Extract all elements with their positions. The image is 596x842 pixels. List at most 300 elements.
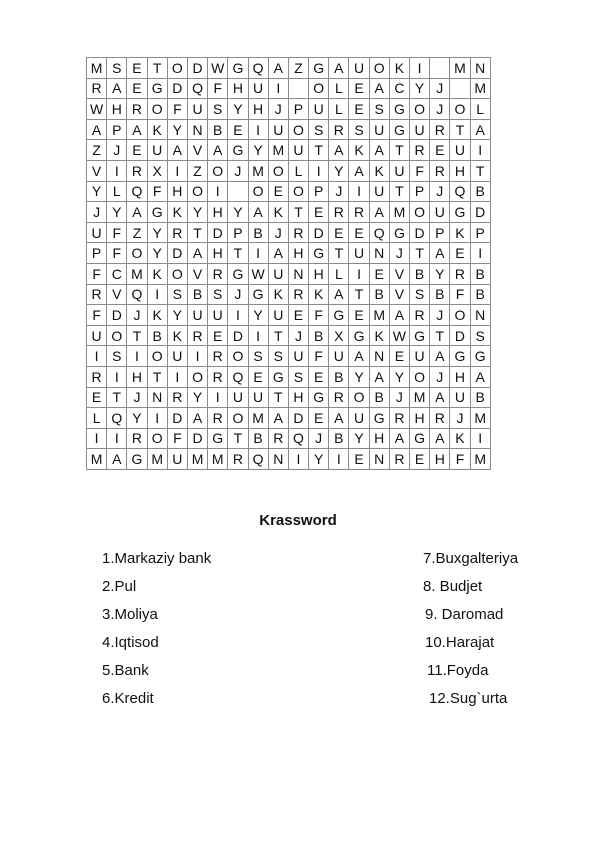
grid-cell: T	[410, 243, 430, 264]
grid-cell: V	[389, 284, 409, 305]
grid-cell: A	[329, 140, 349, 161]
grid-cell: N	[268, 449, 288, 470]
word-text: Kredit	[114, 690, 154, 707]
grid-cell: K	[147, 119, 167, 140]
grid-cell: B	[208, 119, 228, 140]
grid-cell: P	[309, 181, 329, 202]
grid-cell: G	[248, 284, 268, 305]
grid-cell: A	[470, 366, 490, 387]
grid-cell: P	[228, 222, 248, 243]
word-text: Bank	[114, 662, 149, 679]
grid-cell: L	[87, 408, 107, 429]
grid-cell: G	[450, 346, 470, 367]
grid-cell: A	[187, 408, 207, 429]
grid-cell: T	[187, 222, 207, 243]
grid-cell: I	[248, 119, 268, 140]
word-text: Pul	[114, 578, 137, 595]
grid-cell: D	[309, 222, 329, 243]
grid-cell: M	[470, 449, 490, 470]
grid-cell: Q	[248, 58, 268, 79]
grid-row	[87, 78, 491, 99]
word-text: Moliya	[114, 606, 158, 623]
word-number: 4.	[102, 634, 115, 651]
grid-cell: D	[470, 202, 490, 223]
grid-cell: N	[147, 387, 167, 408]
grid-cell: U	[268, 305, 288, 326]
grid-cell: A	[430, 428, 450, 449]
grid-cell: Y	[127, 408, 147, 429]
grid-cell: G	[349, 325, 369, 346]
grid-cell: A	[248, 202, 268, 223]
grid-cell: F	[147, 181, 167, 202]
grid-cell: P	[87, 243, 107, 264]
grid-cell: J	[389, 243, 409, 264]
grid-cell: K	[450, 222, 470, 243]
grid-cell: I	[309, 160, 329, 181]
grid-cell: A	[107, 449, 127, 470]
grid-cell: G	[389, 119, 409, 140]
grid-cell: K	[389, 58, 409, 79]
grid-row	[87, 305, 491, 326]
grid-cell: M	[248, 160, 268, 181]
grid-cell: H	[309, 263, 329, 284]
word-text: Harajat	[445, 634, 495, 651]
grid-cell: E	[127, 140, 147, 161]
grid-cell: B	[430, 284, 450, 305]
grid-cell: A	[369, 366, 389, 387]
grid-cell: T	[470, 160, 490, 181]
grid-cell: W	[208, 58, 228, 79]
grid-cell: G	[329, 305, 349, 326]
grid-row	[87, 263, 491, 284]
grid-cell: Y	[248, 305, 268, 326]
grid-cell: P	[430, 222, 450, 243]
grid-cell: R	[430, 119, 450, 140]
word-number: 9.	[425, 606, 438, 623]
grid-cell: F	[167, 428, 187, 449]
grid-cell: R	[87, 366, 107, 387]
grid-cell: H	[288, 243, 308, 264]
grid-cell: A	[87, 119, 107, 140]
grid-cell: Y	[187, 387, 207, 408]
grid-cell: T	[107, 387, 127, 408]
grid-row	[87, 202, 491, 223]
grid-cell: Y	[87, 181, 107, 202]
grid-cell: G	[268, 366, 288, 387]
grid-row	[87, 119, 491, 140]
grid-cell: F	[450, 284, 470, 305]
grid-cell: R	[187, 325, 207, 346]
grid-cell: I	[107, 428, 127, 449]
grid-cell: A	[127, 202, 147, 223]
grid-cell: W	[248, 263, 268, 284]
grid-cell: K	[309, 284, 329, 305]
grid-cell: R	[268, 428, 288, 449]
grid-cell: T	[329, 243, 349, 264]
word-list-item	[102, 601, 211, 629]
grid-cell: G	[450, 202, 470, 223]
word-list-item	[408, 657, 518, 685]
grid-cell: U	[349, 243, 369, 264]
grid-cell: K	[147, 263, 167, 284]
grid-cell: Y	[147, 222, 167, 243]
grid-cell: J	[127, 305, 147, 326]
grid-cell: Y	[410, 78, 430, 99]
grid-cell: G	[470, 346, 490, 367]
grid-cell: R	[288, 222, 308, 243]
grid-cell: K	[167, 202, 187, 223]
grid-cell: O	[228, 346, 248, 367]
grid-cell	[288, 78, 308, 99]
grid-cell: D	[288, 408, 308, 429]
grid-cell: F	[410, 160, 430, 181]
grid-cell: P	[107, 119, 127, 140]
grid-cell: H	[127, 366, 147, 387]
grid-cell: U	[309, 99, 329, 120]
grid-cell: I	[87, 428, 107, 449]
grid-cell: L	[329, 78, 349, 99]
grid-cell: O	[450, 99, 470, 120]
grid-cell: K	[369, 325, 389, 346]
grid-cell: U	[187, 99, 207, 120]
grid-cell: U	[410, 119, 430, 140]
grid-cell: F	[87, 305, 107, 326]
grid-cell: I	[208, 181, 228, 202]
grid-cell: I	[107, 160, 127, 181]
grid-cell: E	[288, 305, 308, 326]
grid-cell: M	[450, 58, 470, 79]
grid-cell: Y	[329, 160, 349, 181]
grid-cell: G	[410, 325, 430, 346]
grid-cell: E	[268, 181, 288, 202]
grid-cell: P	[470, 222, 490, 243]
word-list-item	[408, 601, 518, 629]
grid-cell: T	[268, 387, 288, 408]
grid-cell: I	[248, 243, 268, 264]
grid-cell: U	[167, 449, 187, 470]
grid-cell: V	[107, 284, 127, 305]
grid-cell: R	[167, 222, 187, 243]
grid-cell: A	[430, 243, 450, 264]
grid-cell: M	[187, 449, 207, 470]
word-list-item	[102, 545, 211, 573]
grid-cell: G	[309, 243, 329, 264]
grid-cell: F	[309, 305, 329, 326]
grid-cell: O	[107, 325, 127, 346]
grid-cell: G	[369, 408, 389, 429]
word-text: Budjet	[435, 578, 483, 595]
word-text: Foyda	[446, 662, 489, 679]
grid-cell: U	[268, 263, 288, 284]
grid-cell: O	[208, 160, 228, 181]
grid-cell: O	[147, 428, 167, 449]
grid-cell: O	[127, 243, 147, 264]
grid-cell: H	[450, 366, 470, 387]
grid-cell: D	[167, 78, 187, 99]
grid-row	[87, 366, 491, 387]
grid-cell: Y	[228, 99, 248, 120]
grid-cell: J	[268, 222, 288, 243]
grid-cell: L	[329, 99, 349, 120]
grid-cell: E	[309, 408, 329, 429]
word-number: 2.	[102, 578, 115, 595]
grid-cell: U	[248, 78, 268, 99]
grid-cell: R	[208, 346, 228, 367]
grid-row	[87, 346, 491, 367]
grid-cell: G	[410, 428, 430, 449]
grid-cell: O	[268, 160, 288, 181]
grid-cell: E	[450, 243, 470, 264]
grid-cell: E	[127, 78, 147, 99]
grid-cell: J	[430, 366, 450, 387]
grid-cell: T	[228, 243, 248, 264]
grid-row	[87, 428, 491, 449]
grid-cell: Y	[430, 263, 450, 284]
grid-cell: E	[349, 305, 369, 326]
grid-cell: M	[369, 305, 389, 326]
grid-cell: S	[369, 99, 389, 120]
grid-cell: H	[167, 181, 187, 202]
grid-cell: A	[369, 140, 389, 161]
grid-cell: S	[309, 119, 329, 140]
grid-cell: E	[228, 119, 248, 140]
grid-cell: I	[228, 305, 248, 326]
grid-cell: K	[147, 305, 167, 326]
grid-cell: S	[410, 284, 430, 305]
grid-cell: N	[470, 58, 490, 79]
grid-cell: T	[288, 202, 308, 223]
grid-cell: U	[208, 305, 228, 326]
grid-cell: B	[309, 325, 329, 346]
grid-cell: S	[248, 346, 268, 367]
grid-cell: I	[349, 263, 369, 284]
grid-cell: T	[228, 428, 248, 449]
grid-cell: K	[450, 428, 470, 449]
grid-cell: R	[410, 305, 430, 326]
grid-cell: T	[127, 325, 147, 346]
grid-cell: R	[389, 408, 409, 429]
grid-row	[87, 243, 491, 264]
grid-cell: O	[410, 99, 430, 120]
grid-cell: E	[369, 263, 389, 284]
grid-cell: D	[187, 428, 207, 449]
grid-cell: N	[187, 119, 207, 140]
word-text: Markaziy bank	[114, 550, 212, 567]
grid-cell: Y	[349, 428, 369, 449]
grid-cell: H	[107, 99, 127, 120]
grid-cell: B	[410, 263, 430, 284]
grid-cell: I	[288, 449, 308, 470]
grid-cell: M	[127, 263, 147, 284]
word-list-right	[408, 545, 518, 713]
grid-cell: M	[470, 408, 490, 429]
grid-cell: K	[268, 284, 288, 305]
grid-cell: M	[87, 449, 107, 470]
grid-cell: U	[288, 140, 308, 161]
grid-cell: H	[369, 428, 389, 449]
grid-cell: R	[329, 387, 349, 408]
grid-cell: J	[288, 325, 308, 346]
grid-cell: R	[228, 449, 248, 470]
grid-cell: I	[167, 366, 187, 387]
word-list-left	[102, 545, 211, 713]
grid-cell: H	[228, 78, 248, 99]
grid-cell: B	[248, 428, 268, 449]
grid-cell: B	[470, 284, 490, 305]
grid-cell: R	[288, 284, 308, 305]
grid-cell: R	[410, 140, 430, 161]
grid-cell: J	[107, 140, 127, 161]
grid-cell: S	[470, 325, 490, 346]
grid-cell: R	[127, 428, 147, 449]
grid-cell: E	[248, 366, 268, 387]
grid-cell: O	[147, 99, 167, 120]
grid-cell: T	[147, 58, 167, 79]
grid-cell: B	[248, 222, 268, 243]
grid-cell: A	[430, 346, 450, 367]
grid-row	[87, 140, 491, 161]
grid-cell: C	[389, 78, 409, 99]
grid-row	[87, 222, 491, 243]
grid-cell: A	[389, 428, 409, 449]
grid-cell: Q	[107, 408, 127, 429]
grid-cell: I	[87, 346, 107, 367]
word-text: Sug`urta	[449, 690, 508, 707]
grid-cell: O	[410, 202, 430, 223]
grid-cell: D	[450, 325, 470, 346]
grid-cell: R	[389, 449, 409, 470]
grid-cell: D	[167, 243, 187, 264]
grid-cell: U	[187, 305, 207, 326]
grid-cell: G	[127, 449, 147, 470]
grid-cell: O	[187, 366, 207, 387]
grid-cell: V	[389, 263, 409, 284]
grid-cell: U	[450, 387, 470, 408]
grid-cell: A	[329, 58, 349, 79]
word-list-item	[102, 629, 211, 657]
grid-cell: E	[87, 387, 107, 408]
grid-cell: I	[410, 58, 430, 79]
grid-cell: Y	[228, 202, 248, 223]
grid-cell: B	[329, 366, 349, 387]
grid-cell: B	[147, 325, 167, 346]
grid-cell: Y	[167, 305, 187, 326]
grid-cell: F	[107, 222, 127, 243]
grid-cell: J	[450, 408, 470, 429]
grid-cell: O	[450, 305, 470, 326]
grid-cell: C	[107, 263, 127, 284]
grid-cell: U	[410, 346, 430, 367]
grid-cell: B	[470, 263, 490, 284]
grid-cell: V	[187, 263, 207, 284]
grid-cell: S	[268, 346, 288, 367]
grid-cell: R	[208, 366, 228, 387]
grid-cell: G	[228, 263, 248, 284]
grid-cell: N	[470, 305, 490, 326]
grid-cell: X	[329, 325, 349, 346]
grid-cell: K	[268, 202, 288, 223]
grid-cell: I	[127, 346, 147, 367]
grid-cell: H	[430, 449, 450, 470]
grid-cell: J	[87, 202, 107, 223]
grid-cell: E	[349, 449, 369, 470]
grid-cell: B	[187, 284, 207, 305]
grid-cell: A	[389, 305, 409, 326]
grid-cell: U	[349, 58, 369, 79]
word-number: 11.	[427, 662, 447, 679]
grid-cell: G	[389, 99, 409, 120]
grid-cell: E	[349, 99, 369, 120]
grid-cell: D	[410, 222, 430, 243]
grid-cell: L	[470, 99, 490, 120]
grid-cell: Y	[248, 140, 268, 161]
grid-cell: D	[187, 58, 207, 79]
grid-cell: U	[248, 387, 268, 408]
word-number: 3.	[102, 606, 115, 623]
grid-cell: M	[268, 140, 288, 161]
grid-cell: M	[87, 58, 107, 79]
grid-cell: O	[369, 58, 389, 79]
grid-cell: A	[430, 387, 450, 408]
grid-cell: A	[329, 284, 349, 305]
grid-cell: Z	[288, 58, 308, 79]
grid-cell: T	[309, 140, 329, 161]
grid-cell: U	[329, 346, 349, 367]
grid-cell: J	[430, 78, 450, 99]
word-number: 7.	[423, 550, 436, 567]
page-title: Krassword	[259, 512, 337, 529]
grid-cell: Z	[87, 140, 107, 161]
grid-cell: D	[208, 222, 228, 243]
grid-cell: I	[470, 140, 490, 161]
grid-cell: D	[107, 305, 127, 326]
word-number: 6.	[102, 690, 115, 707]
grid-cell: D	[228, 325, 248, 346]
grid-cell: U	[147, 140, 167, 161]
grid-cell: R	[127, 160, 147, 181]
grid-cell: N	[369, 449, 389, 470]
grid-cell: Z	[127, 222, 147, 243]
grid-cell: O	[167, 58, 187, 79]
grid-cell: R	[87, 78, 107, 99]
grid-cell: Y	[147, 243, 167, 264]
grid-cell: I	[470, 428, 490, 449]
grid-row	[87, 325, 491, 346]
grid-cell: G	[228, 140, 248, 161]
grid-cell: I	[268, 78, 288, 99]
grid-cell: P	[410, 181, 430, 202]
grid-cell: I	[147, 408, 167, 429]
grid-cell: R	[430, 160, 450, 181]
grid-cell: A	[369, 78, 389, 99]
grid-cell: G	[309, 58, 329, 79]
grid-cell: Q	[248, 449, 268, 470]
grid-cell: R	[127, 99, 147, 120]
grid-cell: J	[268, 99, 288, 120]
grid-cell: J	[228, 284, 248, 305]
grid-cell: N	[288, 263, 308, 284]
grid-cell: H	[208, 243, 228, 264]
grid-cell: A	[107, 78, 127, 99]
grid-cell: R	[329, 119, 349, 140]
grid-cell: I	[167, 160, 187, 181]
grid-cell: I	[329, 449, 349, 470]
grid-cell: A	[268, 243, 288, 264]
grid-cell: T	[450, 119, 470, 140]
grid-cell: U	[87, 222, 107, 243]
grid-row	[87, 408, 491, 429]
grid-cell: L	[107, 181, 127, 202]
